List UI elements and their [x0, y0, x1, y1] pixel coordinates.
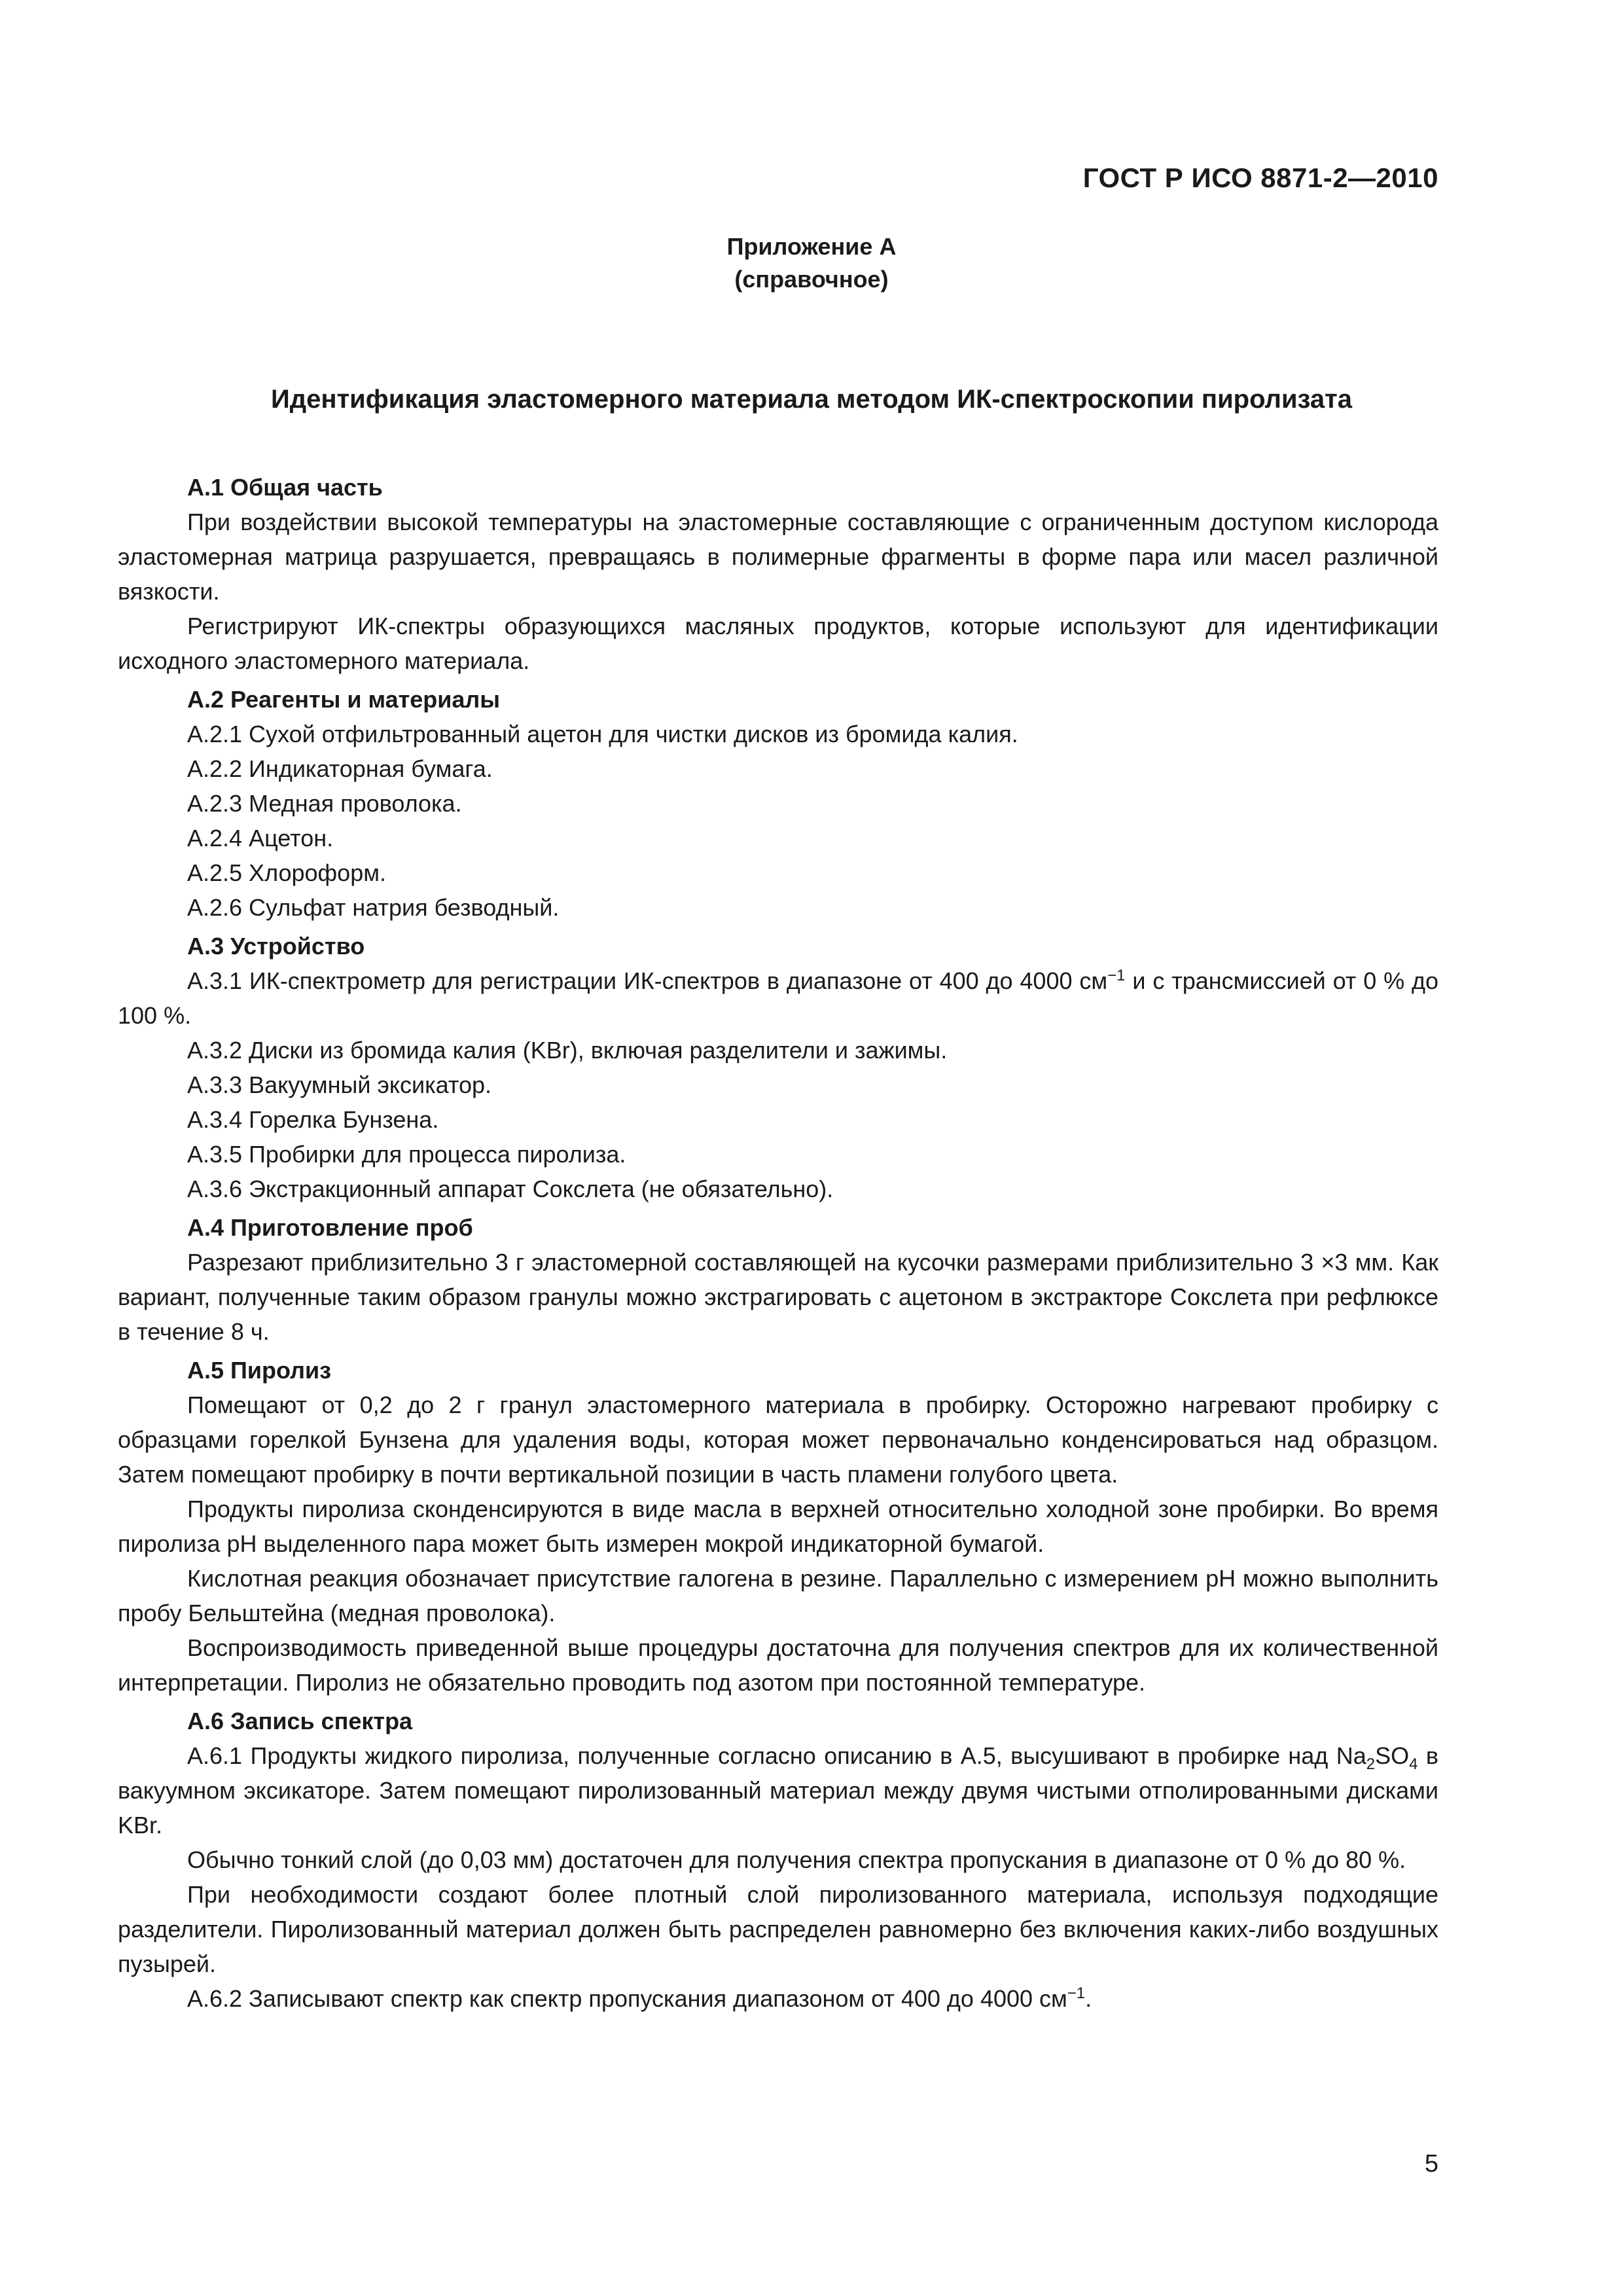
list-item: А.3.6 Экстракционный аппарат Сокслета (не обязательно).: [187, 1175, 834, 1202]
text-run: .: [1085, 1985, 1092, 2012]
list-item: А.3.3 Вакуумный эксикатор.: [187, 1071, 491, 1098]
paragraph: Кислотная реакция обозначает присутствие галогена в резине. Параллельно с измерением pH можно выполнить пробу Бельштейна (медная проволока).: [118, 1565, 1438, 1626]
annex-heading: [0, 230, 1623, 296]
list-item: А.2.5 Хлороформ.: [187, 859, 386, 886]
list-item: А.2.6 Сульфат натрия безводный.: [187, 894, 560, 921]
section-heading-a4: А.4 Приготовление проб: [187, 1214, 473, 1241]
paragraph: Разрезают приблизительно 3 г эластомерной составляющей на кусочки размерами приблизительно 3 ×3 мм. Как вариант, полученные таким образом гранулы можно экстрагировать с ацетоном в экстракторе Сокслета при рефлюксе в течение 8 ч.: [118, 1249, 1438, 1345]
list-item: А.2.4 Ацетон.: [187, 825, 334, 852]
annex-status: (справочное): [734, 266, 889, 293]
text-run: в вакуумном эксикаторе. Затем помещают пиролизованный материал между двумя чистыми отполированными дисками KBr.: [118, 1742, 1438, 1839]
list-item: [118, 963, 1438, 1033]
paragraph: [118, 1981, 1438, 2016]
section-heading-a1: А.1 Общая часть: [187, 474, 383, 501]
document-body: [118, 462, 1438, 2016]
section-heading-a2: А.2 Реагенты и материалы: [187, 686, 501, 713]
paragraph: [118, 1738, 1438, 1842]
subscript: 4: [1409, 1755, 1418, 1774]
list-item: А.3.4 Горелка Бунзена.: [187, 1106, 439, 1133]
standard-code: ГОСТ Р ИСО 8871-2—2010: [1082, 162, 1438, 193]
text-run: А.6.1 Продукты жидкого пиролиза, полученные согласно описанию в А.5, высушивают в пробирке над Na: [187, 1742, 1366, 1769]
subscript: 2: [1366, 1755, 1376, 1774]
text-run: А.6.2 Записывают спектр как спектр пропускания диапазоном от 400 до 4000 см: [187, 1985, 1067, 2012]
section-heading-a5: А.5 Пиролиз: [187, 1357, 332, 1384]
paragraph: Регистрируют ИК-спектры образующихся масляных продуктов, которые используют для идентификации исходного эластомерного материала.: [118, 613, 1438, 674]
text-run: А.3.1 ИК-спектрометр для регистрации ИК-спектров в диапазоне от 400 до 4000 см: [187, 967, 1108, 994]
list-item: А.2.2 Индикаторная бумага.: [187, 755, 493, 782]
paragraph: Обычно тонкий слой (до 0,03 мм) достаточен для получения спектра пропускания в диапазоне от 0 % до 80 %.: [187, 1846, 1406, 1873]
annex-title: Приложение А: [726, 233, 897, 260]
paragraph: При воздействии высокой температуры на эластомерные составляющие с ограниченным доступом кислорода эластомерная матрица разрушается, превращаясь в полимерные фрагменты в форме пара или масел различной вязкости.: [118, 509, 1438, 605]
list-item: А.2.3 Медная проволока.: [187, 790, 462, 817]
paragraph: Помещают от 0,2 до 2 г гранул эластомерного материала в пробирку. Осторожно нагревают пробирку с образцами горелкой Бунзена для удаления воды, которая может первоначально конденсироваться над образцом. Затем помещают пробирку в почти вертикальной позиции в часть пламени голубого цвета.: [118, 1391, 1438, 1488]
section-heading-a6: А.6 Запись спектра: [187, 1708, 413, 1734]
document-title: Идентификация эластомерного материала методом ИК-спектроскопии пиролизата: [271, 385, 1352, 414]
paragraph: Продукты пиролиза сконденсируются в виде масла в верхней относительно холодной зоне пробирки. Во время пиролиза pH выделенного пара может быть измерен мокрой индикаторной бумагой.: [118, 1496, 1438, 1557]
list-item: А.2.1 Сухой отфильтрованный ацетон для чистки дисков из бромида калия.: [187, 721, 1018, 747]
paragraph: Воспроизводимость приведенной выше процедуры достаточна для получения спектров для их количественной интерпретации. Пиролиз не обязательно проводить под азотом при постоянной температуре.: [118, 1634, 1438, 1696]
text-run: SO: [1375, 1742, 1410, 1769]
superscript: −1: [1107, 967, 1126, 984]
list-item: А.3.5 Пробирки для процесса пиролиза.: [187, 1141, 626, 1168]
section-heading-a3: А.3 Устройство: [187, 933, 365, 960]
list-item: А.3.2 Диски из бромида калия (KBr), включая разделители и зажимы.: [187, 1037, 948, 1064]
text-run: и с трансмиссией от 0 % до 100 %.: [118, 967, 1438, 1029]
page-number: 5: [1424, 2150, 1438, 2178]
paragraph: При необходимости создают более плотный слой пиролизованного материала, используя подходящие разделители. Пиролизованный материал должен быть распределен равномерно без включения каких-либо воздушных пузырей.: [118, 1881, 1438, 1977]
superscript: −1: [1067, 1984, 1086, 2002]
